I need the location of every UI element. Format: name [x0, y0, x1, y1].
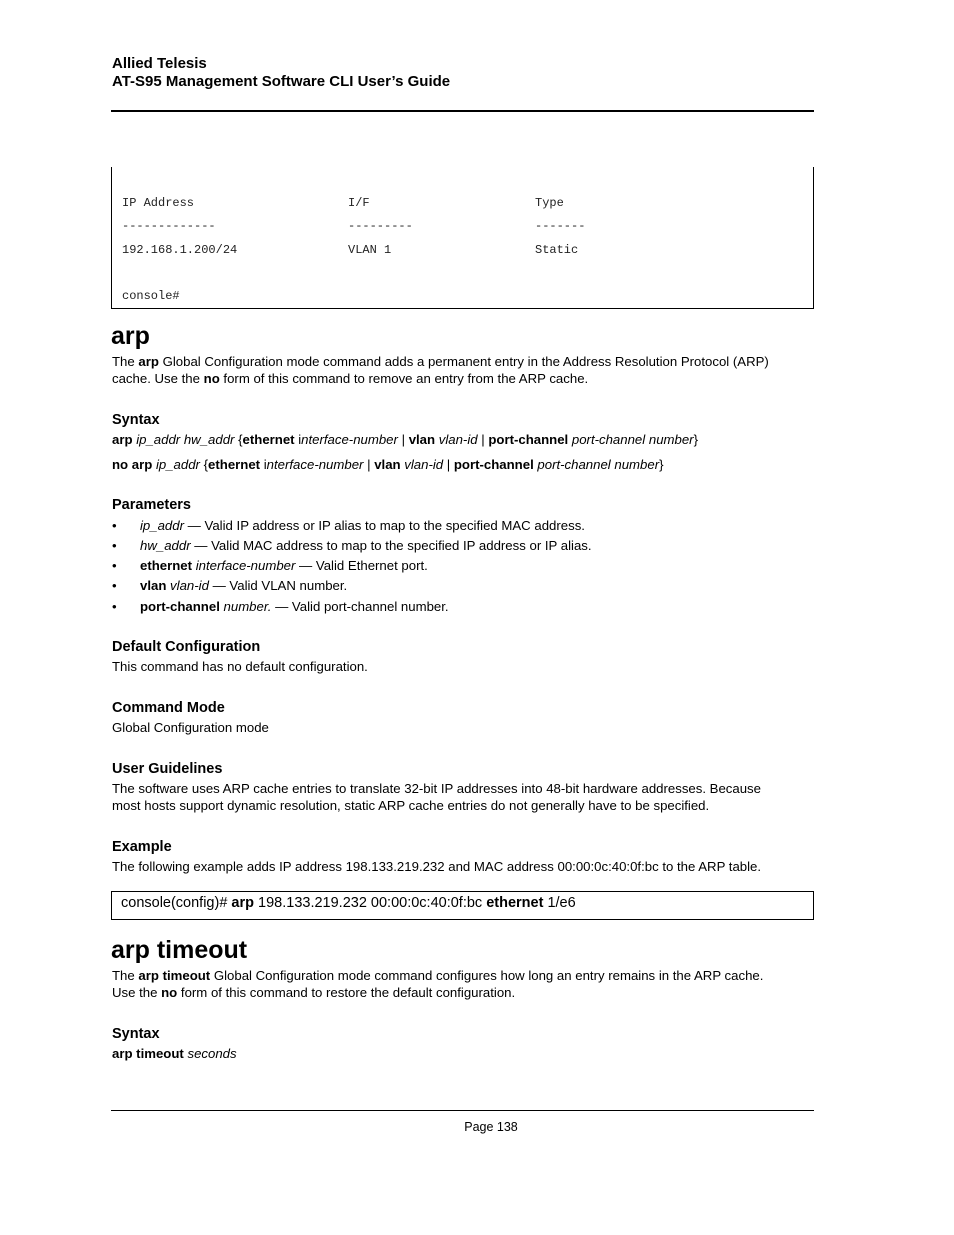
arp-intro-line1: The arp Global Configuration mode command adds a permanent entry in the Address Resolution Protocol (ARP) — [112, 354, 769, 369]
arp-default-text: This command has no default configuration. — [112, 659, 368, 674]
code-row-if: VLAN 1 — [348, 243, 392, 257]
section-title-arp: arp — [111, 322, 150, 350]
code-col-if: I/F — [348, 196, 370, 210]
arp-syntax-line2: no arp ip_addr {ethernet interface-number | vlan vlan-id | port-channel port-channel number} — [112, 457, 664, 472]
bullet-icon: • — [112, 538, 117, 553]
arp-timeout-intro-line1: The arp timeout Global Configuration mode command configures how long an entry remains in the ARP cache. — [112, 968, 764, 983]
code-col-type: Type — [535, 196, 564, 210]
code-row-type: Static — [535, 243, 579, 257]
arp-mode-heading: Command Mode — [112, 700, 225, 716]
arp-intro-line2: cache. Use the no form of this command to remove an entry from the ARP cache. — [112, 371, 589, 386]
arp-default-heading: Default Configuration — [112, 639, 261, 655]
bullet-icon: • — [112, 578, 117, 593]
arp-syntax-line1: arp ip_addr hw_addr {ethernet interface-number | vlan vlan-id | port-channel port-channel number} — [112, 432, 698, 447]
arp-guidelines-line1: The software uses ARP cache entries to translate 32-bit IP addresses into 48-bit hardware addresses. Because — [112, 781, 761, 796]
page-number: Page 138 — [464, 1120, 518, 1134]
param-ethernet: ethernet interface-number — Valid Ethernet port. — [140, 558, 428, 573]
code-col-ip: IP Address — [122, 196, 195, 210]
code-prompt: console# — [122, 289, 180, 303]
bullet-icon: • — [112, 558, 117, 573]
param-ip-addr: ip_addr — Valid IP address or IP alias to map to the specified MAC address. — [140, 518, 585, 533]
param-vlan: vlan vlan-id — Valid VLAN number. — [140, 578, 348, 593]
header-company: Allied Telesis — [112, 55, 207, 72]
bullet-icon: • — [112, 599, 117, 614]
arp-syntax-heading: Syntax — [112, 412, 160, 428]
code-dash-if: --------- — [348, 219, 413, 233]
param-hw-addr: hw_addr — Valid MAC address to map to the specified IP address or IP alias. — [140, 538, 592, 553]
arp-guidelines-heading: User Guidelines — [112, 761, 223, 777]
footer-rule — [111, 1110, 814, 1111]
section-title-arp-timeout: arp timeout — [111, 936, 248, 964]
code-dash-type: ------- — [535, 219, 586, 233]
header-rule — [111, 110, 814, 112]
arp-guidelines-line2: most hosts support dynamic resolution, static ARP cache entries do not generally have to be specified. — [112, 798, 710, 813]
param-port-channel: port-channel number. — Valid port-channel number. — [140, 599, 449, 614]
code-dash-ip: ------------- — [122, 219, 216, 233]
arp-example-text: The following example adds IP address 198.133.219.232 and MAC address 00:00:0c:40:0f:bc to the ARP table. — [112, 859, 762, 874]
arp-timeout-intro-line2: Use the no form of this command to restore the default configuration. — [112, 985, 516, 1000]
arp-example-heading: Example — [112, 839, 172, 855]
arp-mode-text: Global Configuration mode — [112, 720, 269, 735]
arp-parameters-heading: Parameters — [112, 497, 191, 513]
code-row-ip: 192.168.1.200/24 — [122, 243, 238, 257]
code-output-box — [111, 167, 814, 309]
arp-timeout-syntax-line: arp timeout seconds — [112, 1046, 237, 1061]
example-command: console(config)# arp 198.133.219.232 00:00:0c:40:0f:bc ethernet 1/e6 — [121, 895, 576, 911]
arp-timeout-syntax-heading: Syntax — [112, 1026, 160, 1042]
header-guide-title: AT-S95 Management Software CLI User’s Guide — [112, 73, 451, 90]
bullet-icon: • — [112, 518, 117, 533]
